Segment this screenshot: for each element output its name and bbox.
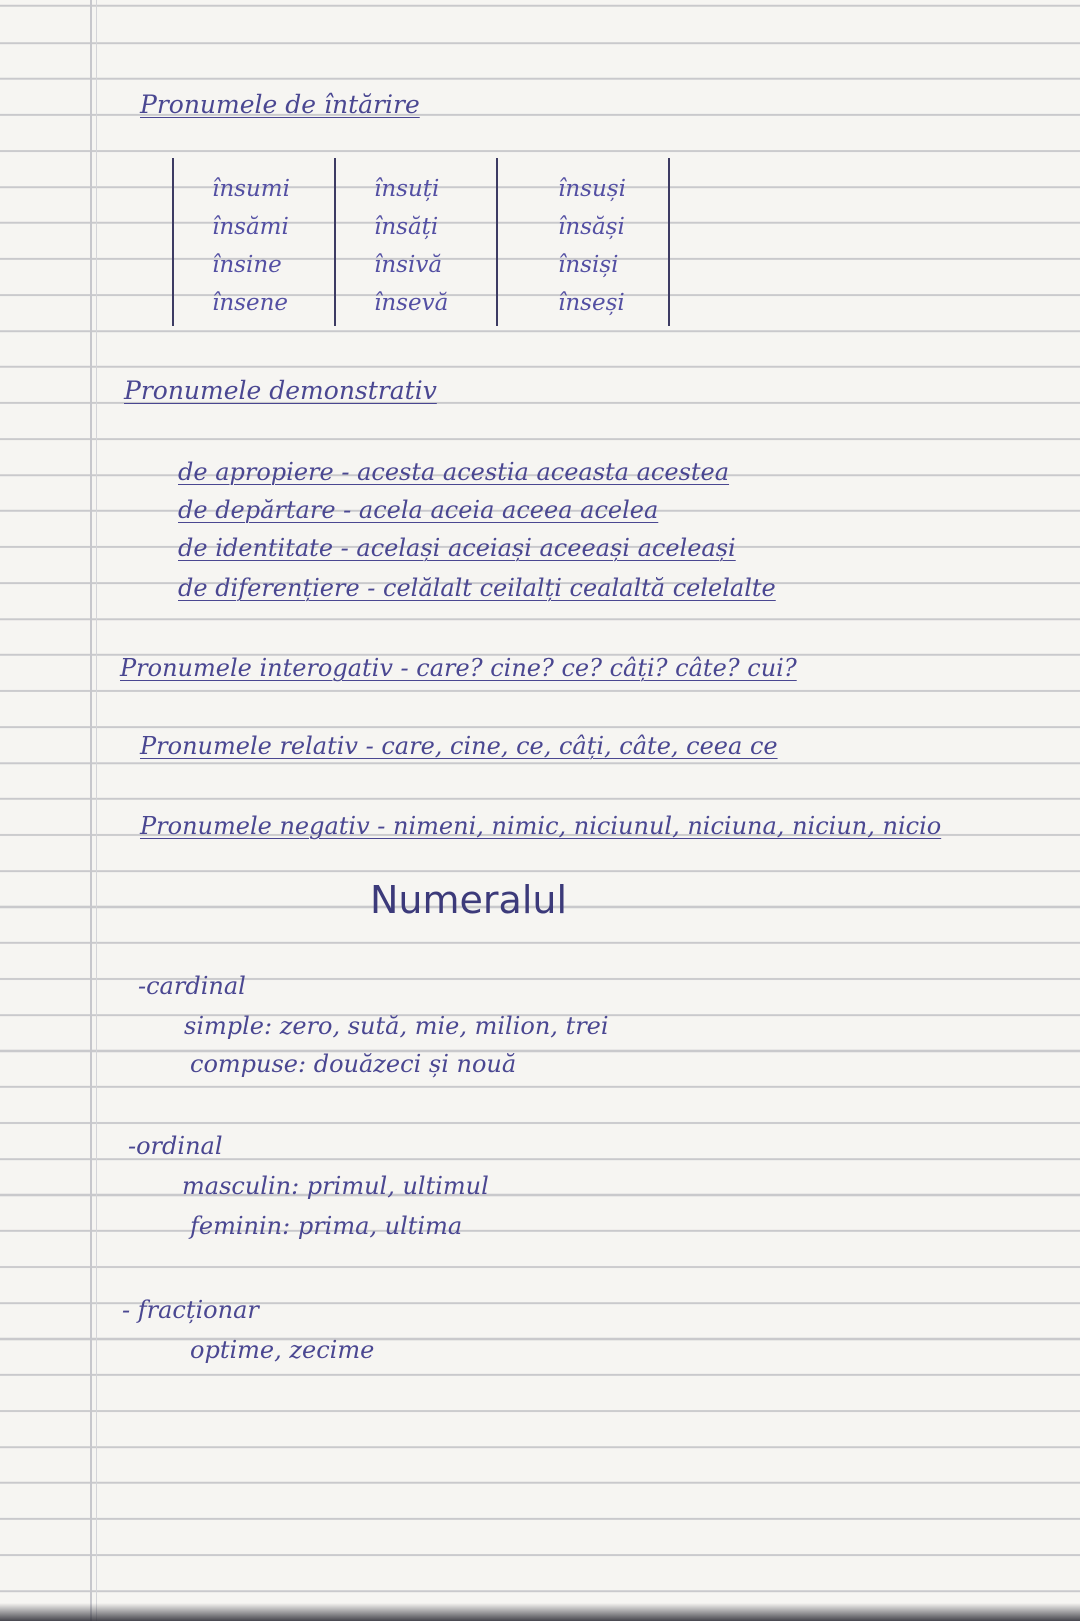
- heading-demonstrativ: Pronumele demonstrativ: [124, 376, 437, 405]
- intarire-cell: însivă: [374, 252, 443, 278]
- intarire-cell: însăși: [558, 214, 625, 240]
- fractionar-examples: optime, zecime: [190, 1336, 375, 1364]
- intarire-column-2: [335, 158, 497, 326]
- intarire-cell: însiși: [558, 252, 619, 278]
- fractionar-heading: - fracționar: [122, 1296, 259, 1324]
- intarire-table: [172, 158, 670, 326]
- negativ-line: Pronumele negativ - nimeni, nimic, niciunul, niciuna, niciun, nicio: [140, 812, 942, 840]
- intarire-cell: însuți: [374, 176, 440, 202]
- numeral-title: Numeralul: [370, 878, 568, 922]
- intarire-cell: însine: [212, 252, 282, 278]
- intarire-cell: însene: [212, 290, 289, 316]
- ordinal-heading: -ordinal: [128, 1132, 223, 1160]
- demonstrativ-row: de apropiere - acesta acestia aceasta acestea: [178, 458, 730, 486]
- margin-line: [90, 0, 92, 1621]
- intarire-cell: însuși: [558, 176, 626, 202]
- intarire-column-1: [173, 158, 335, 326]
- heading-intarire: Pronumele de întărire: [140, 90, 420, 119]
- cardinal-heading: -cardinal: [138, 972, 246, 1000]
- intarire-cell: înseși: [558, 290, 625, 316]
- relativ-line: Pronumele relativ - care, cine, ce, câți, câte, ceea ce: [140, 732, 778, 760]
- demonstrativ-row: de depărtare - acela aceia aceea acelea: [178, 496, 659, 524]
- intarire-cell: însevă: [374, 290, 449, 316]
- intarire-cell: însumi: [212, 176, 290, 202]
- ordinal-feminin: feminin: prima, ultima: [190, 1212, 463, 1240]
- margin-line-secondary: [96, 0, 97, 1621]
- interogativ-line: Pronumele interogativ - care? cine? ce? câți? câte? cui?: [120, 654, 797, 682]
- intarire-column-3: [497, 158, 669, 326]
- demonstrativ-row: de diferențiere - celălalt ceilalți cealaltă celelalte: [178, 574, 776, 602]
- ordinal-masculin: masculin: primul, ultimul: [182, 1172, 489, 1200]
- intarire-cell: însămi: [212, 214, 289, 240]
- cardinal-compuse: compuse: douăzeci și nouă: [190, 1050, 517, 1078]
- page-edge-shadow: [0, 1603, 1080, 1621]
- intarire-cell: însăți: [374, 214, 439, 240]
- cardinal-simple: simple: zero, sută, mie, milion, trei: [184, 1012, 609, 1040]
- demonstrativ-row: de identitate - același aceiași aceeași aceleași: [178, 534, 736, 562]
